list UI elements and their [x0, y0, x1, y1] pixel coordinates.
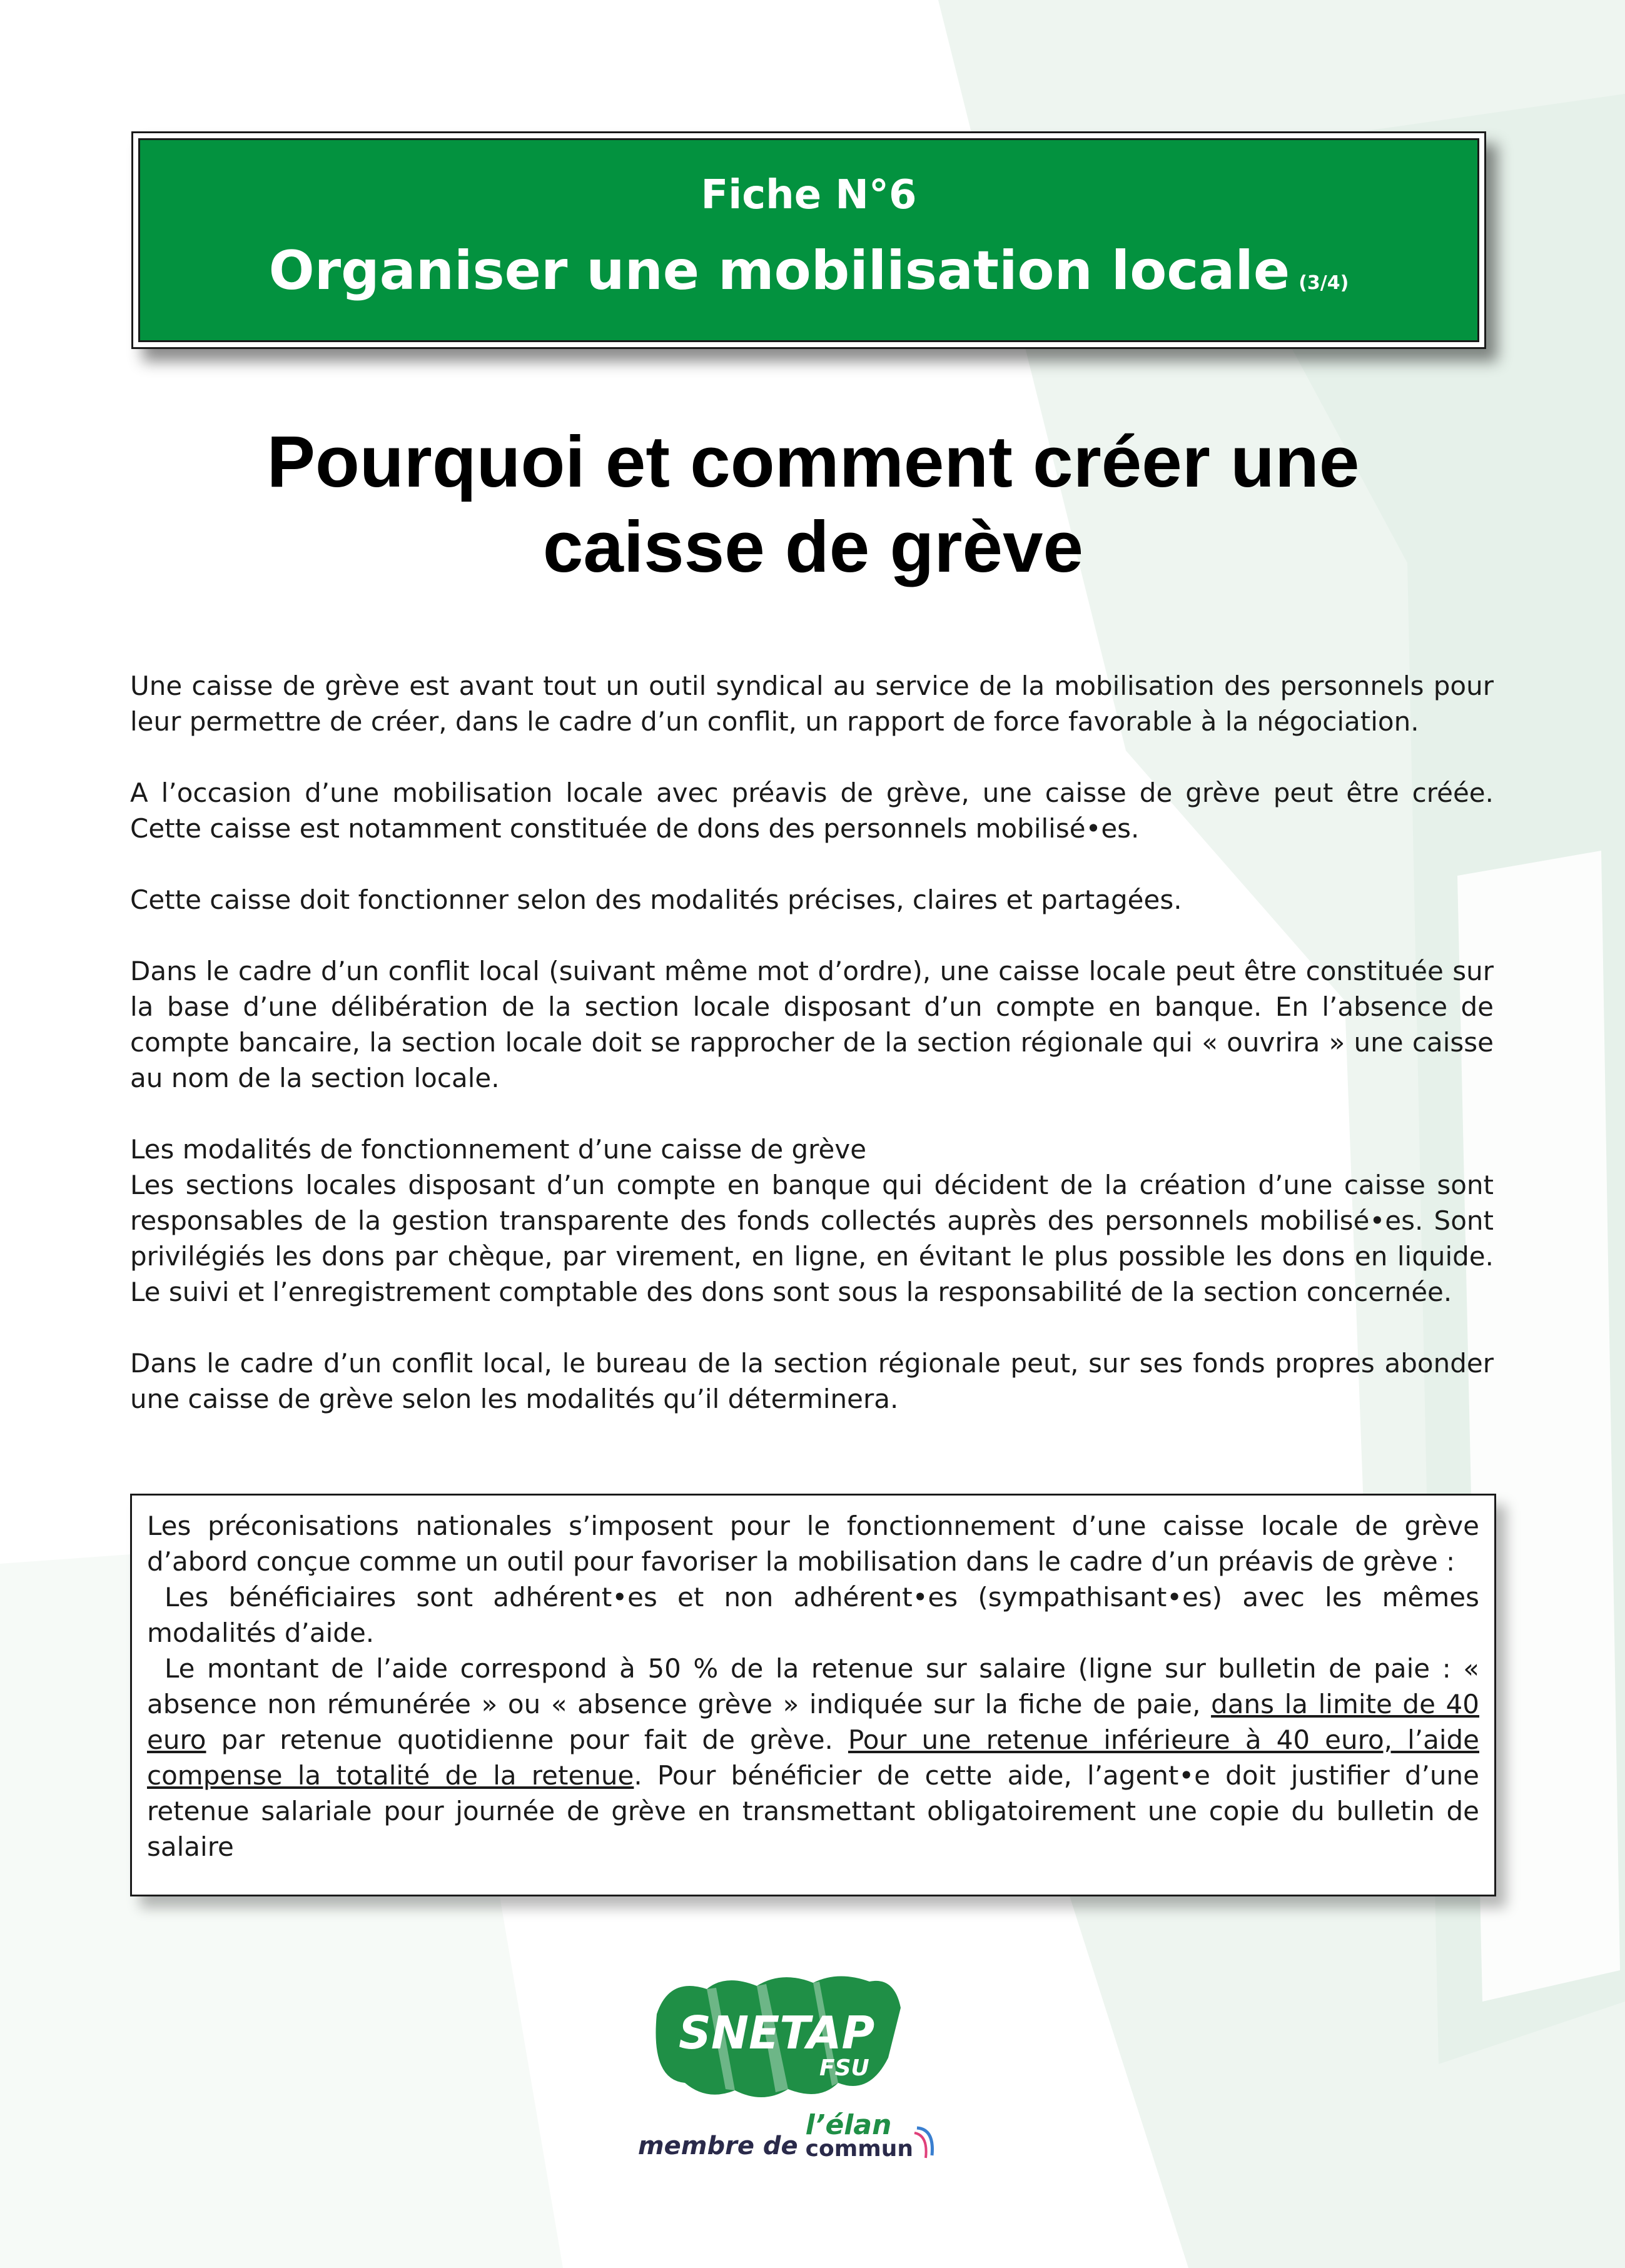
box-item-amount-a: Le montant de l’aide correspond à 50 % de la retenue sur salaire (ligne sur bulletin de paie : « absence non rémunérée » ou « absence grève » indiquée sur la fiche de paie,	[147, 1653, 1479, 1719]
paragraph-2: A l’occasion d’une mobilisation locale avec préavis de grève, une caisse de grève peut être créée. Cette caisse est notamment constituée de dons des personnels mobilisé•es.	[130, 777, 1494, 844]
banner-title	[269, 240, 1349, 302]
box-item-amount-limit: dans la limite de 40 euro	[147, 1689, 1479, 1755]
page-title-line1: Pourquoi et comment créer une	[266, 421, 1360, 502]
tagline-elan-text: l’élan	[805, 2109, 892, 2141]
paragraph-4: Dans le cadre d’un conflit local (suivant même mot d’ordre), une caisse locale peut être constituée sur la base d’une délibération de la section locale disposant d’un compte en banque. En l’absence de compte bancaire, la section locale doit se rapprocher de la section régionale qui « ouvrira » une caisse au nom de la section locale.	[130, 956, 1494, 1093]
header-banner	[131, 131, 1486, 349]
paragraph-5-heading: Les modalités de fonctionnement d’une caisse de grève	[130, 1134, 867, 1165]
box-intro: Les préconisations nationales s’imposent pour le fonctionnement d’une caisse locale de grève d’abord conçue comme un outil pour favoriser la mobilisation dans le cadre d’un préavis de grève :	[147, 1511, 1479, 1577]
logo-name: SNETAP	[679, 2007, 875, 2059]
banner-title-text: Organiser une mobilisation locale	[268, 240, 1290, 302]
paragraph-5	[130, 1131, 1494, 1310]
logo-sub: FSU	[819, 2055, 869, 2081]
tagline-commun-text: commun	[805, 2136, 914, 2162]
tagline-elan	[805, 2109, 914, 2162]
box-item-beneficiaries: Les bénéficiaires sont adhérent•es et non adhérent•es (sympathisant•es) avec les mêmes modalités d’aide.	[147, 1582, 1479, 1648]
recommendations-box	[130, 1494, 1496, 1896]
paragraph-3: Cette caisse doit fonctionner selon des modalités précises, claires et partagées.	[130, 884, 1182, 915]
logo-tagline	[638, 2110, 951, 2160]
paragraph-5-text: Les sections locales disposant d’un compte en banque qui décident de la création d’une caisse sont responsables de la gestion transparente des fonds collectés auprès des personnels mobilisé•es. Sont privilégiés les dons par chèque, par virement, en ligne, en évitant le plus possible les dons en liquide. Le suivi et l’enregistrement comptable des dons sont sous la responsabilité de la section concernée.	[130, 1170, 1494, 1307]
box-item-amount	[147, 1651, 1479, 1865]
body-text	[130, 668, 1494, 1452]
tagline-swoosh-icon	[913, 2123, 938, 2160]
paragraph-1: Une caisse de grève est avant tout un outil syndical au service de la mobilisation des personnels pour leur permettre de créer, dans le cadre d’un conflit, un rapport de force favorable à la négociation.	[130, 671, 1494, 737]
box-item-amount-compensation: Pour une retenue inférieure à 40 euro, l’aide compense la totalité de la retenue	[147, 1724, 1479, 1791]
box-item-amount-b: par retenue quotidienne pour fait de grève.	[206, 1724, 848, 1755]
page-title	[125, 419, 1501, 589]
box-item-amount-c: . Pour bénéficier de cette aide, l’agent•e doit justifier d’une retenue salariale pour journée de grève en transmettant obligatoirement une copie du bulletin de salaire	[147, 1760, 1479, 1862]
tagline-membre: membre de	[638, 2132, 798, 2160]
paragraph-6: Dans le cadre d’un conflit local, le bureau de la section régionale peut, sur ses fonds propres abonder une caisse de grève selon les modalités qu’il déterminera.	[130, 1348, 1494, 1414]
page-title-line2: caisse de grève	[542, 506, 1084, 587]
banner-part-number: (3/4)	[1298, 272, 1349, 294]
header-banner-inner	[138, 138, 1479, 342]
fiche-number: Fiche N°6	[701, 172, 917, 218]
